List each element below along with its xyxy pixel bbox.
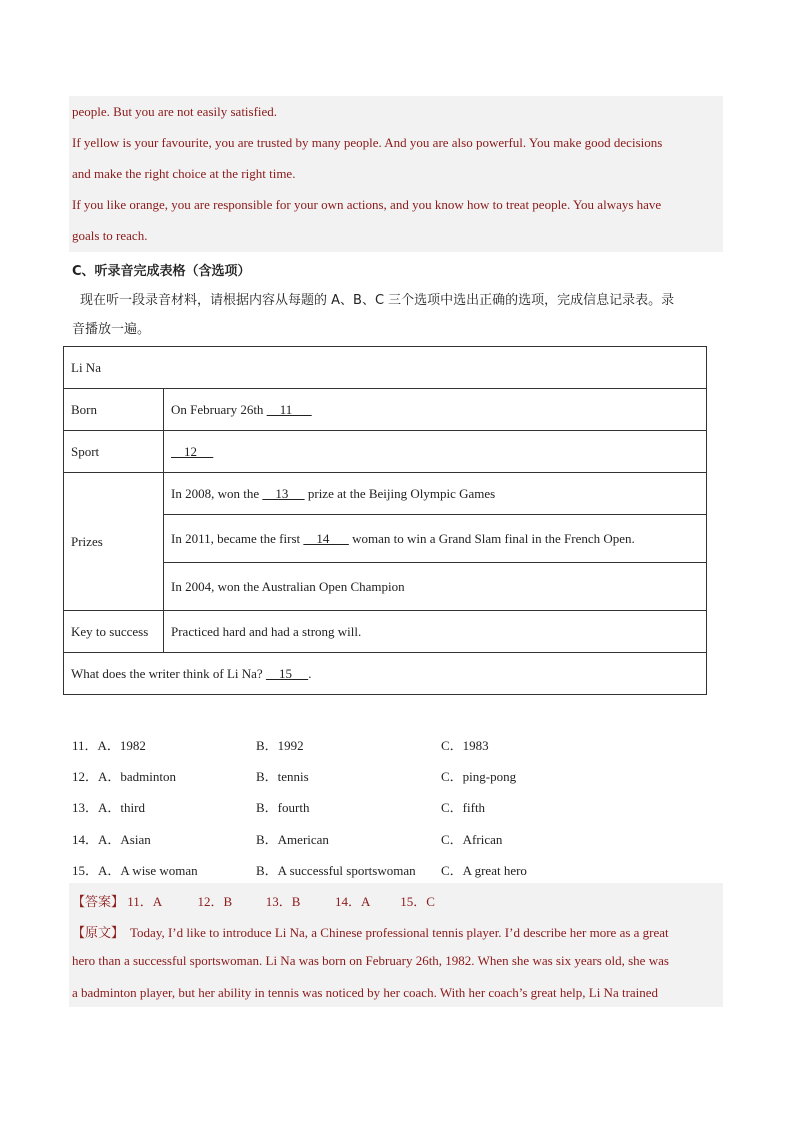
prize-1-after: prize at the Beijing Olympic Games xyxy=(304,485,496,501)
key-label: Key to success xyxy=(64,611,164,653)
prize-2-cell xyxy=(164,515,707,563)
section-c-instruction-2: 音播放一遍。 xyxy=(72,322,151,337)
passage-line-4: If you like orange, you are responsible for your own actions, and you know how to treat people. You always have xyxy=(72,197,662,212)
option-11-b[interactable]: B．1992 xyxy=(256,738,304,753)
answer-item-12: 12．B xyxy=(197,894,233,909)
prize-1-before: In 2008, won the xyxy=(171,485,263,501)
option-13-b[interactable]: B．fourth xyxy=(256,800,310,815)
transcript-line-3: a badminton player, but her ability in tennis was noticed by her coach. With her coach’s great help, Li Na trained xyxy=(72,985,659,1000)
option-12-b[interactable]: B．tennis xyxy=(256,769,309,784)
passage-line-1: people. But you are not easily satisfied. xyxy=(72,104,278,119)
option-11-c[interactable]: C．1983 xyxy=(441,738,489,753)
sport-label: Sport xyxy=(64,431,164,473)
born-text: On February 26th xyxy=(171,401,267,417)
info-table xyxy=(63,346,707,695)
answer-label: 【答案】 xyxy=(72,895,125,910)
section-c-heading: C、听录音完成表格（含选项） xyxy=(72,264,251,279)
table-title: Li Na xyxy=(64,347,707,389)
prize-2-before: In 2011, became the first xyxy=(171,530,304,546)
transcript-line-1 xyxy=(72,922,669,941)
option-13-a[interactable]: 13．A．third xyxy=(72,800,145,815)
option-15-b[interactable]: B．A successful sportswoman xyxy=(256,863,416,878)
blank-13[interactable]: 13 xyxy=(262,485,305,501)
prize-3-cell: In 2004, won the Australian Open Champion xyxy=(164,563,707,611)
answer-item-13: 13．B xyxy=(265,894,301,909)
answer-item-11: 11．A xyxy=(127,894,163,909)
option-11-a[interactable]: 11．A．1982 xyxy=(72,738,146,753)
transcript-label: 【原文】 xyxy=(72,926,125,941)
blank-14[interactable]: 14 xyxy=(303,530,349,546)
section-c-instruction-1: 现在听一段录音材料，请根据内容从每题的 A、B、C 三个选项中选出正确的选项，完成信息记录表。录 xyxy=(80,293,675,308)
blank-11[interactable]: 11 xyxy=(266,401,312,417)
sport-cell xyxy=(164,431,707,473)
option-14-b[interactable]: B．American xyxy=(256,832,329,847)
question-before: What does the writer think of Li Na? xyxy=(71,665,266,681)
prize-1-cell xyxy=(164,473,707,515)
option-15-c[interactable]: C．A great hero xyxy=(441,863,527,878)
question-cell xyxy=(64,653,707,695)
prize-2-after: woman to win a Grand Slam final in the French Open. xyxy=(348,530,635,546)
blank-12[interactable]: 12 xyxy=(171,443,214,459)
option-15-a[interactable]: 15．A．A wise woman xyxy=(72,863,198,878)
transcript-text-1: Today, I’d like to introduce Li Na, a Chinese professional tennis player. I’d describe her more as a great xyxy=(130,925,669,940)
answer-item-14: 14．A xyxy=(335,894,371,909)
option-14-a[interactable]: 14．A．Asian xyxy=(72,832,151,847)
question-after: . xyxy=(308,665,312,681)
passage-line-5: goals to reach. xyxy=(72,228,148,243)
passage-line-3: and make the right choice at the right time. xyxy=(72,166,296,181)
blank-15[interactable]: 15 xyxy=(265,665,309,681)
transcript-line-2: hero than a successful sportswoman. Li Na was born on February 26th, 1982. When she was six years old, she was xyxy=(72,953,669,968)
option-12-a[interactable]: 12．A．badminton xyxy=(72,769,176,784)
answer-item-15: 15．C xyxy=(400,894,435,909)
option-13-c[interactable]: C．fifth xyxy=(441,800,486,815)
born-cell xyxy=(164,389,707,431)
option-12-c[interactable]: C．ping-pong xyxy=(441,769,517,784)
passage-line-2: If yellow is your favourite, you are trusted by many people. And you are also powerful. You make good decisions xyxy=(72,135,663,150)
prizes-label: Prizes xyxy=(64,473,164,611)
born-label: Born xyxy=(64,389,164,431)
answer-line xyxy=(72,891,435,910)
key-cell: Practiced hard and had a strong will. xyxy=(164,611,707,653)
option-14-c[interactable]: C．African xyxy=(441,832,503,847)
